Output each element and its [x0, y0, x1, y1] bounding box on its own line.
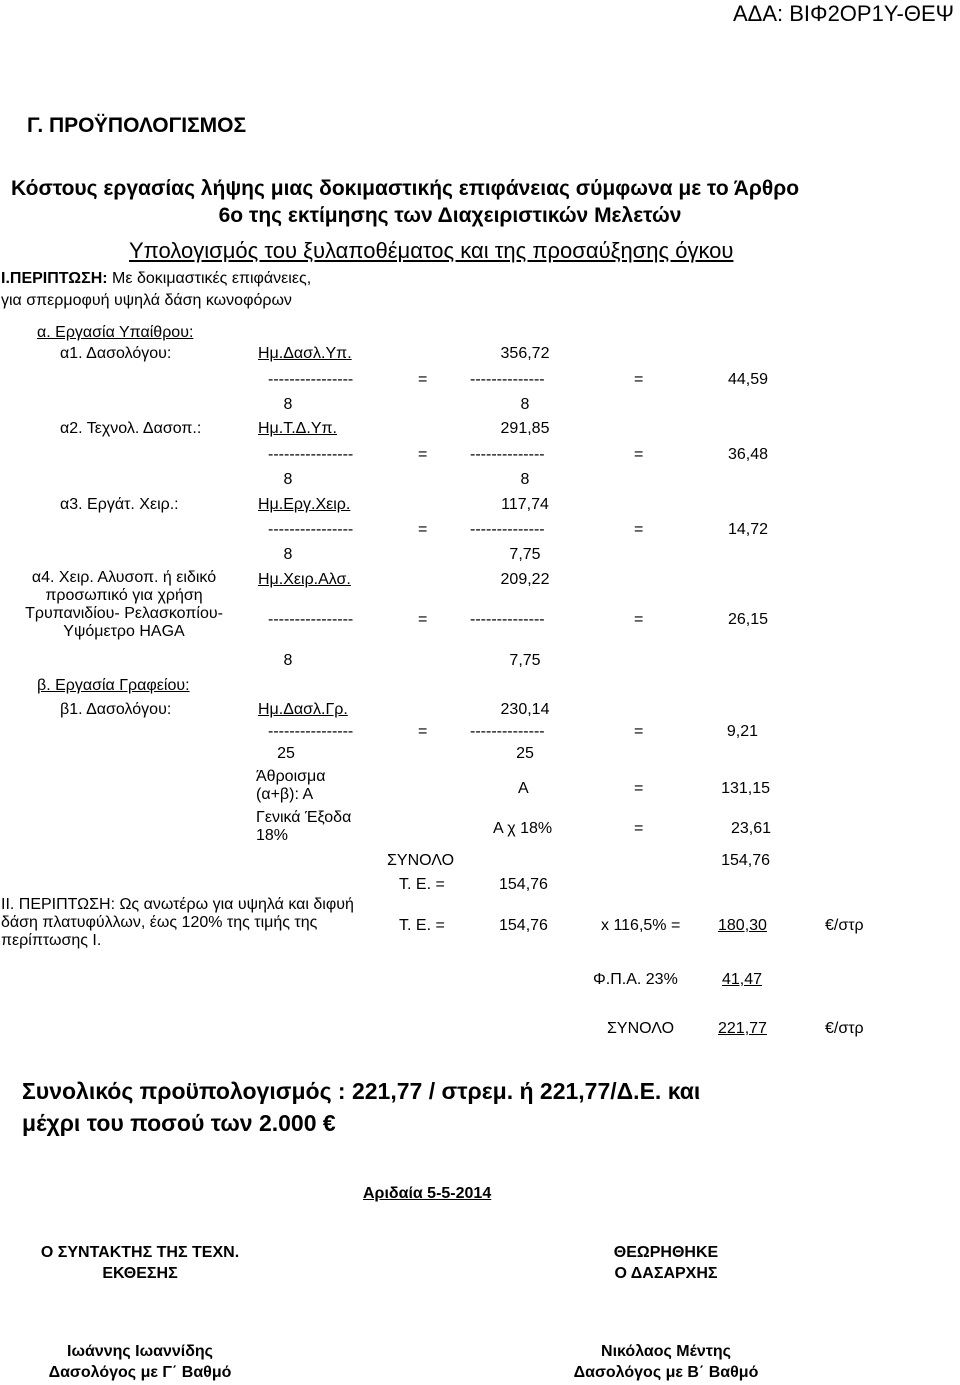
overhead-value: 23,61: [730, 820, 771, 837]
row-value-a3: 117,74: [501, 496, 549, 513]
dash-right-a2: --------------: [470, 446, 545, 463]
dash-left-a2: ----------------: [268, 446, 354, 463]
right-signatory-role: Δασολόγος με Β΄ Βαθμό: [573, 1364, 759, 1381]
div-right-a2: 8: [520, 471, 530, 488]
eq-b1: =: [418, 723, 428, 740]
case2-text: ΙΙ. ΠΕΡΙΠΤΩΣΗ: Ως ανωτέρω για υψηλά και διφυή δάση πλατυφύλλων, έως 120% της τιμής της περίπτωσης Ι.: [1, 896, 354, 949]
vat-value: 41,47: [722, 971, 763, 988]
ada-code: ΑΔΑ: ΒΙΦ2ΟΡ1Υ-ΘΕΨ: [732, 1, 954, 26]
subtitle: Υπολογισμός του ξυλαποθέματος και της προσαύξησης όγκου: [129, 238, 734, 263]
left-signatory-name: Ιωάννης Ιωαννίδης: [67, 1343, 213, 1360]
div-left-b1: 25: [277, 745, 295, 762]
row-unit-a2: Ημ.Τ.Δ.Υπ.: [258, 420, 337, 437]
eq2-a4: =: [634, 611, 644, 628]
document-date: Αριδαία 5-5-2014: [363, 1185, 492, 1202]
result-b1: 9,21: [726, 723, 758, 740]
row-label-a2: α2. Τεχνολ. Δασοπ.:: [60, 420, 202, 437]
row-unit-a3: Ημ.Εργ.Χειρ.: [258, 496, 351, 513]
vat-label: Φ.Π.Α. 23%: [593, 971, 678, 988]
case2-result: 180,30: [718, 917, 767, 934]
fieldwork-title: α. Εργασία Υπαίθρου:: [37, 324, 194, 341]
final-budget-line1: Συνολικός προϋπολογισμός : 221,77 / στρεμ. ή 221,77/Δ.Ε. και: [22, 1078, 701, 1104]
row-value-a4: 209,22: [500, 571, 550, 588]
main-title-line2: 6ο της εκτίμησης των Διαχειριστικών Μελετών: [218, 204, 682, 227]
eq2-a1: =: [634, 371, 644, 388]
eq2-b1: =: [634, 723, 644, 740]
row-value-a2: 291,85: [500, 420, 550, 437]
te-label: Τ. Ε. =: [399, 876, 445, 893]
grand-total-value: 221,77: [718, 1020, 767, 1037]
div-right-b1: 25: [516, 745, 534, 762]
div-right-a4: 7,75: [509, 652, 541, 669]
row-unit-a4: Ημ.Χειρ.Αλσ.: [258, 571, 351, 588]
grand-total-label: ΣΥΝΟΛΟ: [607, 1020, 675, 1037]
case1-text-line2: για σπερμοφυή υψηλά δάση κωνοφόρων: [1, 292, 292, 309]
div-left-a1: 8: [283, 396, 293, 413]
case2-te-value: 154,76: [499, 917, 548, 934]
te-value: 154,76: [499, 876, 548, 893]
eq2-a2: =: [634, 446, 644, 463]
dash-right-a1: --------------: [470, 371, 545, 388]
right-signatory-title-1: ΘΕΩΡΗΘΗΚΕ: [613, 1244, 719, 1261]
row-unit-a1: Ημ.Δασλ.Υπ.: [258, 345, 352, 362]
eq-a2: =: [418, 446, 428, 463]
per-str-2: €/στρ: [825, 1020, 864, 1037]
row-value-a1: 356,72: [500, 345, 550, 362]
per-str-1: €/στρ: [825, 917, 864, 934]
right-signatory-title-2: Ο ΔΑΣΑΡΧΗΣ: [614, 1265, 718, 1282]
div-left-a2: 8: [283, 471, 293, 488]
case1-label: Ι.ΠΕΡΙΠΤΩΣΗ:: [1, 270, 108, 287]
total-value: 154,76: [721, 852, 770, 869]
sum-symbol: Α: [518, 780, 529, 797]
row-value-b1: 230,14: [500, 701, 550, 718]
total-label: ΣΥΝΟΛΟ: [387, 852, 455, 869]
left-signatory-title-1: Ο ΣΥΝΤΑΚΤΗΣ ΤΗΣ ΤΕΧΝ.: [40, 1244, 240, 1261]
main-title-line1: Κόστους εργασίας λήψης μιας δοκιμαστικής επιφάνειας σύμφωνα με το Άρθρο: [10, 177, 800, 200]
row-label-a4: α4. Χειρ. Αλυσοπ. ή ειδικό προσωπικό για χρήση Τρυπανιδίου- Ρελασκοπίου- Υψόμετρο HAGA: [25, 569, 223, 640]
left-signatory-role: Δασολόγος με Γ΄ Βαθμό: [48, 1364, 232, 1381]
eq2-a3: =: [634, 521, 644, 538]
case2-factor: x 116,5% =: [601, 917, 681, 934]
right-signatory-name: Νικόλαος Μέντης: [601, 1343, 731, 1360]
dash-right-a4: --------------: [470, 611, 545, 628]
row-label-a1: α1. Δασολόγου:: [60, 345, 172, 362]
div-left-a4: 8: [283, 652, 293, 669]
div-right-a3: 7,75: [509, 546, 541, 563]
overhead-formula: Α χ 18%: [493, 820, 553, 837]
dash-left-a1: ----------------: [268, 371, 354, 388]
section-title: Γ. ΠΡΟΫΠΟΛΟΓΙΣΜΟΣ: [27, 114, 247, 137]
overhead-label: Γενικά Έξοδα 18%: [256, 809, 352, 844]
result-a2: 36,48: [727, 446, 768, 463]
office-title: β. Εργασία Γραφείου:: [37, 677, 190, 694]
sum-eq: =: [634, 780, 644, 797]
dash-right-a3: --------------: [470, 521, 545, 538]
dash-right-b1: --------------: [470, 723, 545, 740]
result-a3: 14,72: [727, 521, 768, 538]
eq-a1: =: [418, 371, 428, 388]
result-a4: 26,15: [727, 611, 768, 628]
dash-left-b1: ----------------: [268, 723, 354, 740]
div-right-a1: 8: [520, 396, 530, 413]
row-label-a3: α3. Εργάτ. Χειρ.:: [60, 496, 179, 513]
row-label-b1: β1. Δασολόγου:: [60, 701, 172, 718]
eq-a4: =: [418, 611, 428, 628]
final-budget-line2: μέχρι του ποσού των 2.000 €: [22, 1110, 336, 1136]
case2-te-label: Τ. Ε. =: [399, 917, 445, 934]
dash-left-a4: ----------------: [268, 611, 354, 628]
sum-value: 131,15: [721, 780, 770, 797]
result-a1: 44,59: [727, 371, 768, 388]
dash-left-a3: ----------------: [268, 521, 354, 538]
case1-heading: [1, 270, 311, 288]
sum-label: Άθροισμα (α+β): Α: [256, 768, 326, 803]
overhead-eq: =: [634, 820, 644, 837]
row-unit-b1: Ημ.Δασλ.Γρ.: [258, 701, 348, 718]
left-signatory-title-2: ΕΚΘΕΣΗΣ: [102, 1265, 178, 1282]
case1-text: Με δοκιμαστικές επιφάνειες,: [112, 270, 312, 287]
div-left-a3: 8: [283, 546, 293, 563]
eq-a3: =: [418, 521, 428, 538]
